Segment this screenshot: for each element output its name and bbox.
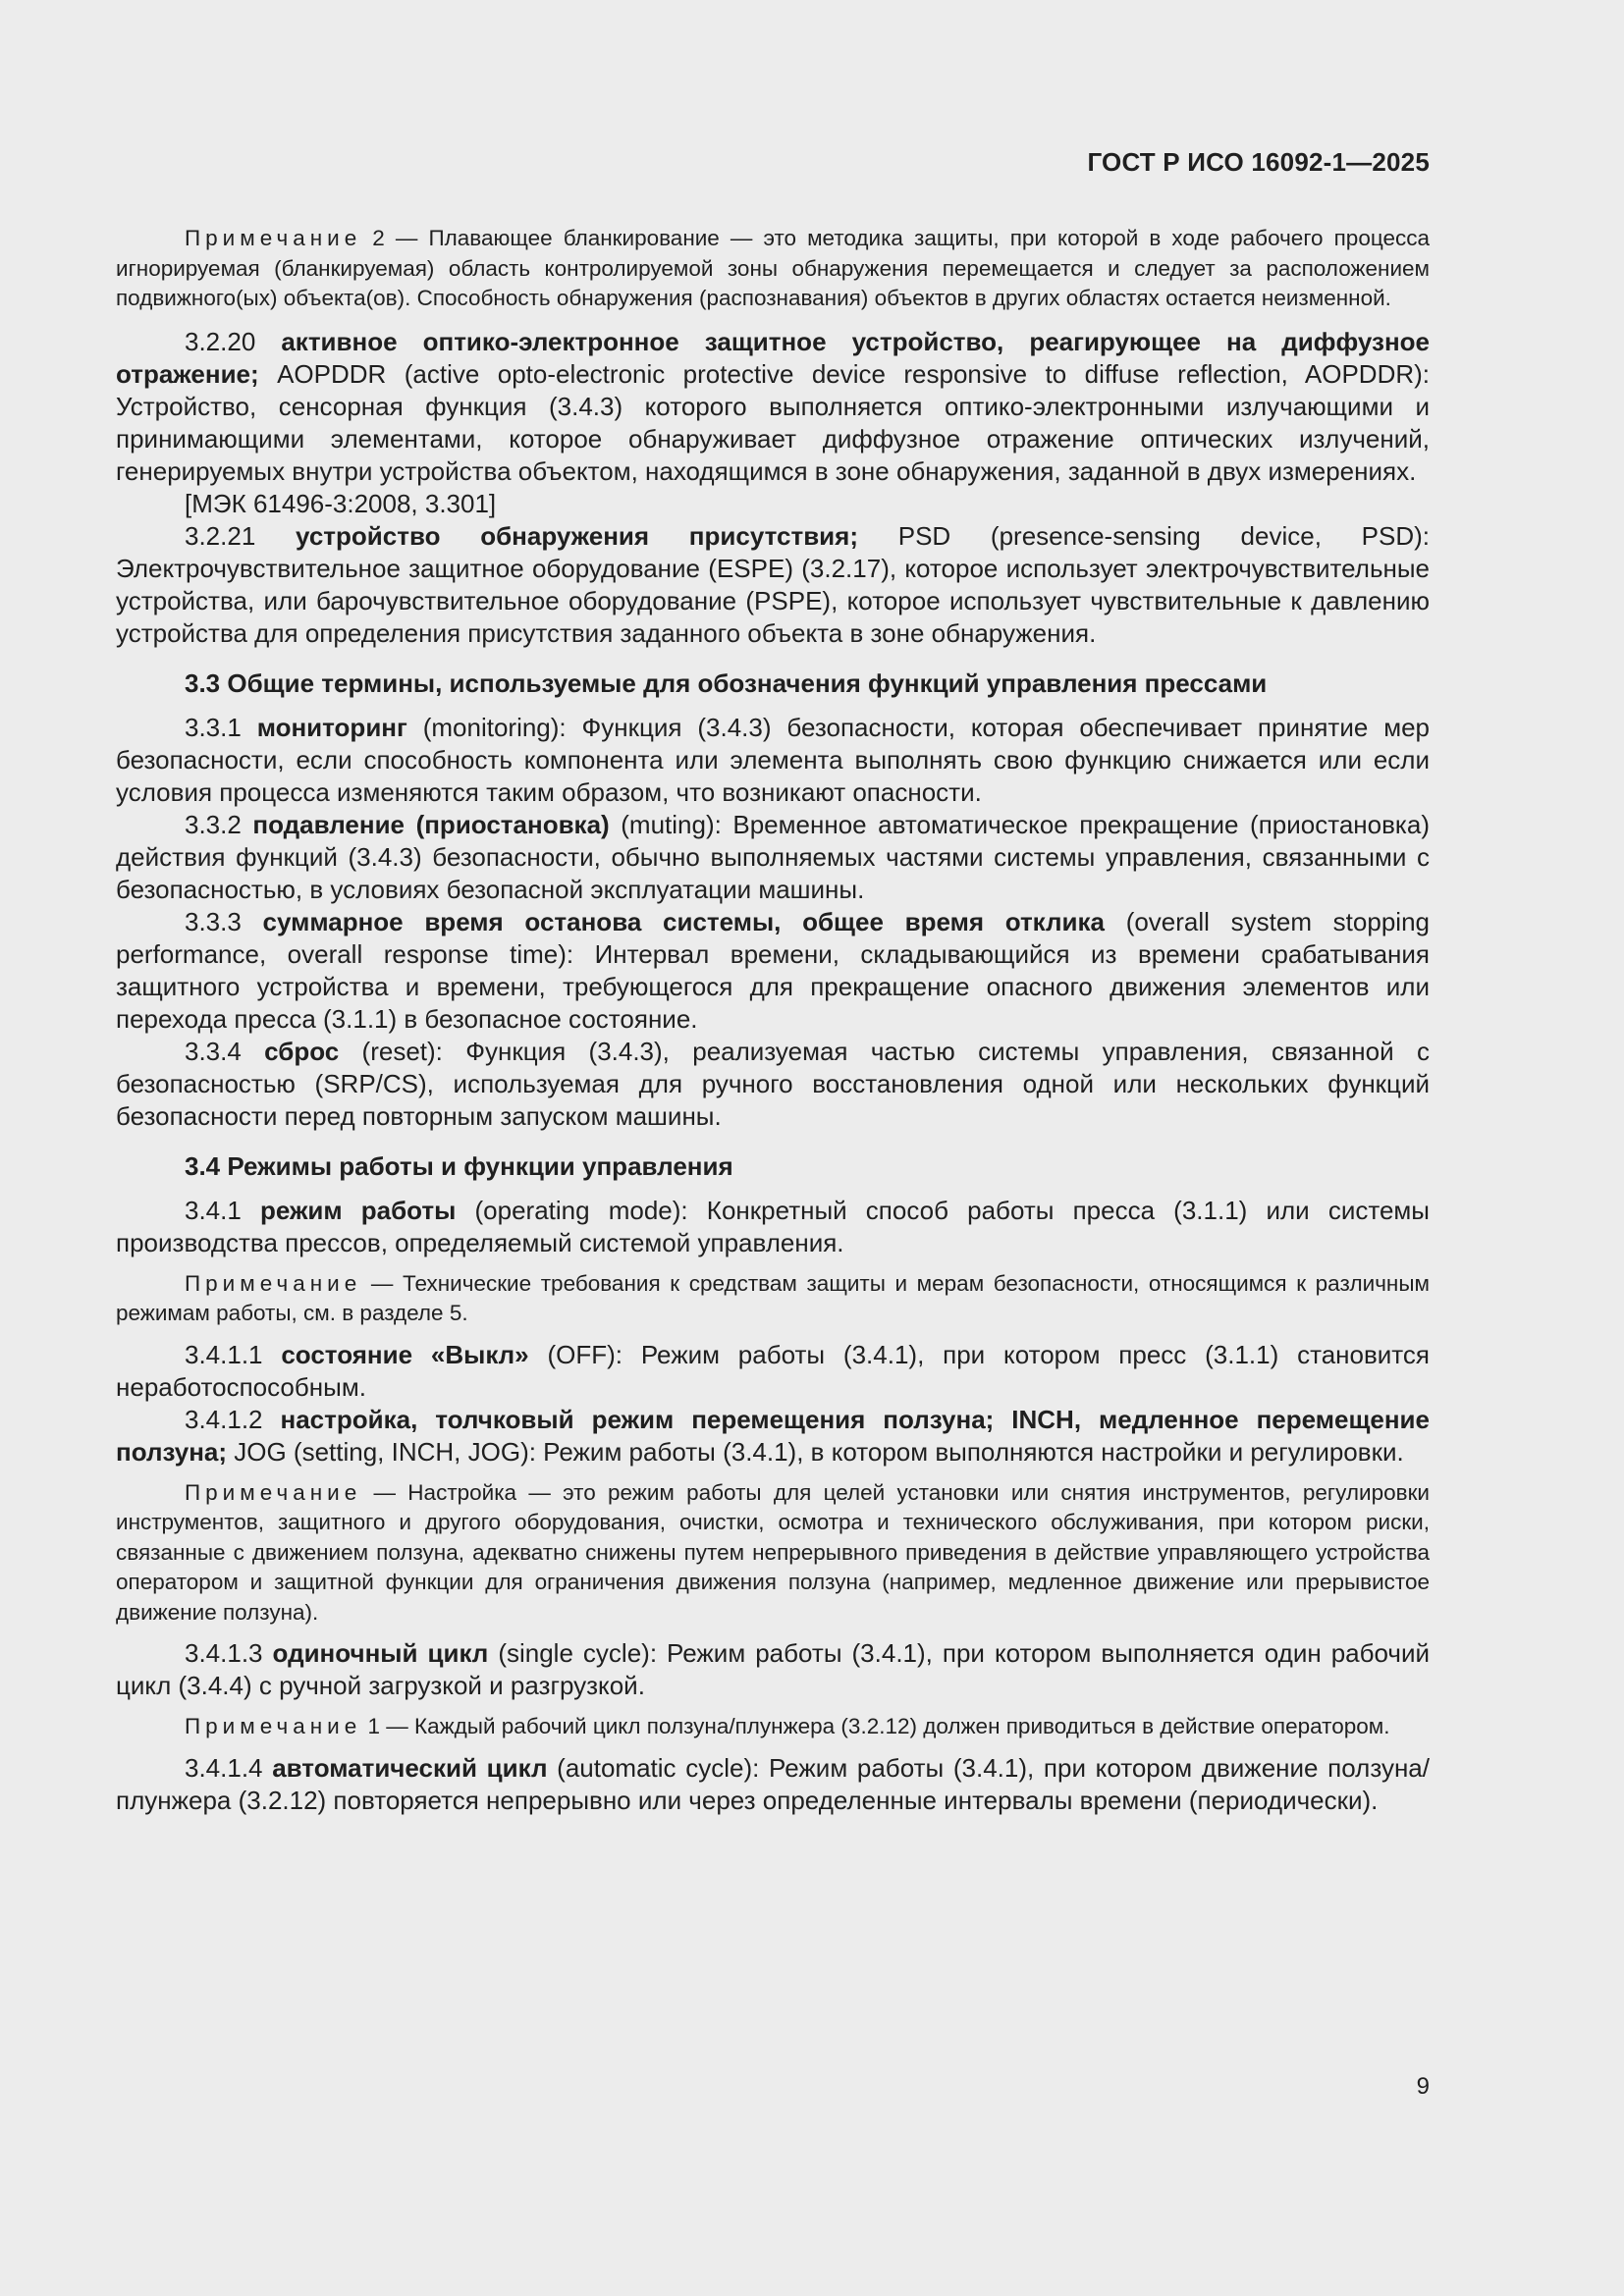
section-heading-3-3: 3.3 Общие термины, используемые для обозначения функций управления прессами <box>185 667 1268 698</box>
term-definition: (single cycle): Режим работы (3.4.1), при котором выполняется один рабочий цикл (3.4.4) с ручной загрузкой и разгрузкой. <box>116 1638 1431 1700</box>
document-header: ГОСТ Р ИСО 16092-1—2025 <box>1087 147 1430 177</box>
term-3-3-4 <box>116 1036 1430 1133</box>
term-3-3-3 <box>116 906 1430 1036</box>
term-number: 3.4.1.3 <box>185 1638 273 1668</box>
term-definition: (operating mode): Конкретный способ работы пресса (3.1.1) или системы производства прессов, определяемый системой управления. <box>116 1195 1430 1257</box>
note-label: Примечание <box>185 1714 362 1738</box>
note-3-4-1-2 <box>116 1478 1430 1629</box>
term-3-2-20-reference: [МЭК 61496-3:2008, 3.301] <box>185 488 497 518</box>
term-3-4-1 <box>116 1195 1430 1259</box>
term-number: 3.4.1 <box>185 1195 260 1225</box>
term-number: 3.4.1.2 <box>185 1404 281 1434</box>
term-number: 3.3.2 <box>185 809 253 839</box>
term-definition: (muting): Временное автоматическое прекращение (приостановка) действия функций (3.4.3) безопасности, обычно выполняемых частями системы управления, связанными с безопасностью, в условиях безопасной эксплуатации машины. <box>116 809 1430 904</box>
term-name: состояние «Выкл» <box>281 1339 529 1369</box>
term-name: режим работы <box>259 1195 457 1225</box>
term-3-4-1-1 <box>116 1339 1430 1404</box>
term-3-4-1-2 <box>116 1404 1430 1468</box>
term-name: автоматический цикл <box>272 1752 548 1783</box>
document-body <box>116 224 1430 1817</box>
term-number: 3.3.4 <box>185 1036 265 1066</box>
note-text: — Настройка — это режим работы для целей установки или снятия инструментов, регулировки инструментов, защитного и другого оборудования, очистки, осмотра и технического обслуживания, при котором риски, связанные с движением ползуна, адекватно снижены путем непрерывного приведения в действие управляющего устройства оператором и защитной функции для ограничения движения ползуна (например, медленное движение или прерывистое движение ползуна). <box>116 1479 1430 1625</box>
term-name: мониторинг <box>256 712 407 742</box>
term-3-4-1-3 <box>116 1637 1430 1702</box>
term-definition: AOPDDR (active opto-electronic protective device responsive to diffuse reflection, AOPDDR): Устройство, сенсорная функция (3.4.3) которого выполняется оптико-электронными излучающими и принимающими элементами, которое обнаруживает диффузное отражение оптических излучений, генерируемых внутри устройства объектом, находящимся в зоне обнаружения, заданной в двух измерениях. <box>116 358 1430 486</box>
term-number: 3.3.3 <box>185 906 263 936</box>
term-number: 3.4.1.1 <box>185 1339 282 1369</box>
term-definition: (overall system stopping performance, overall response time): Интервал времени, складывающийся из времени срабатывания защитного устройства и времени, требующегося для прекращение опасного движения элементов или перехода пресса (3.1.1) в безопасное состояние. <box>116 906 1430 1034</box>
note-2-floating-blanking <box>116 224 1430 314</box>
term-3-2-21 <box>116 520 1430 650</box>
note-text: — Технические требования к средствам защиты и мерам безопасности, относящимся к различным режимам работы, см. в разделе 5. <box>116 1270 1430 1325</box>
term-number: 3.2.20 <box>185 326 282 356</box>
term-name: одиночный цикл <box>272 1638 489 1668</box>
note-3-4-1-3 <box>116 1712 1430 1742</box>
term-definition: JOG (setting, INCH, JOG): Режим работы (3.4.1), в котором выполняются настройки и регулировки. <box>227 1436 1404 1467</box>
term-name: настройка, толчковый режим перемещения ползуна; INCH, медленное перемещение ползуна; <box>116 1404 1431 1467</box>
term-definition: (automatic cycle): Режим работы (3.4.1), при котором движение ползуна/плунжера (3.2.12) повторяется непрерывно или через определенные интервалы времени (периодически). <box>116 1752 1430 1815</box>
term-number: 3.4.1.4 <box>185 1752 273 1783</box>
term-name: активное оптико-электронное защитное устройство, реагирующее на диффузное отражение; <box>116 326 1430 389</box>
note-label: Примечание <box>185 1270 362 1296</box>
term-name: суммарное время останова системы, общее время отклика <box>262 906 1105 936</box>
note-label: Примечание <box>185 1479 362 1505</box>
note-text: 1 — Каждый рабочий цикл ползуна/плунжера (3.2.12) должен приводиться в действие оператором. <box>361 1714 1390 1738</box>
note-label: Примечание <box>185 226 362 250</box>
term-number: 3.2.21 <box>185 520 297 551</box>
note-text: 2 — Плавающее бланкирование — это методика защиты, при которой в ходе рабочего процесса игнорируемая (бланкируемая) область контролируемой зоны обнаружения перемещается и следует за расположением подвижного(ых) объекта(ов). Способность обнаружения (распознавания) объектов в других областях остается неизменной. <box>116 226 1430 310</box>
term-name: подавление (приостановка) <box>252 809 610 839</box>
term-3-4-1-4 <box>116 1752 1430 1817</box>
term-definition: (monitoring): Функция (3.4.3) безопасности, которая обеспечивает принятие мер безопасности, если способность компонента или элемента выполнять свою функцию снижается или если условия процесса изменяются таким образом, что возникают опасности. <box>116 712 1430 807</box>
term-3-3-2 <box>116 809 1430 906</box>
term-3-2-20 <box>116 326 1430 488</box>
term-name: устройство обнаружения присутствия; <box>296 520 858 551</box>
section-heading-3-4: 3.4 Режимы работы и функции управления <box>185 1150 733 1181</box>
term-3-3-1 <box>116 712 1430 809</box>
term-number: 3.3.1 <box>185 712 257 742</box>
note-3-4-1 <box>116 1269 1430 1329</box>
page-number: 9 <box>1416 2073 1430 2100</box>
term-definition: (OFF): Режим работы (3.4.1), при котором пресс (3.1.1) становится неработоспособным. <box>116 1339 1431 1402</box>
term-definition: (reset): Функция (3.4.3), реализуемая частью системы управления, связанной с безопасностью (SRP/CS), используемая для ручного восстановления одной или нескольких функций безопасности перед повторным запуском машины. <box>116 1036 1430 1131</box>
spacer <box>116 314 1430 326</box>
term-definition: PSD (presence-sensing device, PSD): Электрочувствительное защитное оборудование (ESPE) (3.2.17), которое использует электрочувствительные устройства, или барочувствительное оборудование (PSPE), которое использует чувствительные к давлению устройства для определения присутствия заданного объекта в зоне обнаружения. <box>116 520 1431 648</box>
term-name: сброс <box>264 1036 340 1066</box>
